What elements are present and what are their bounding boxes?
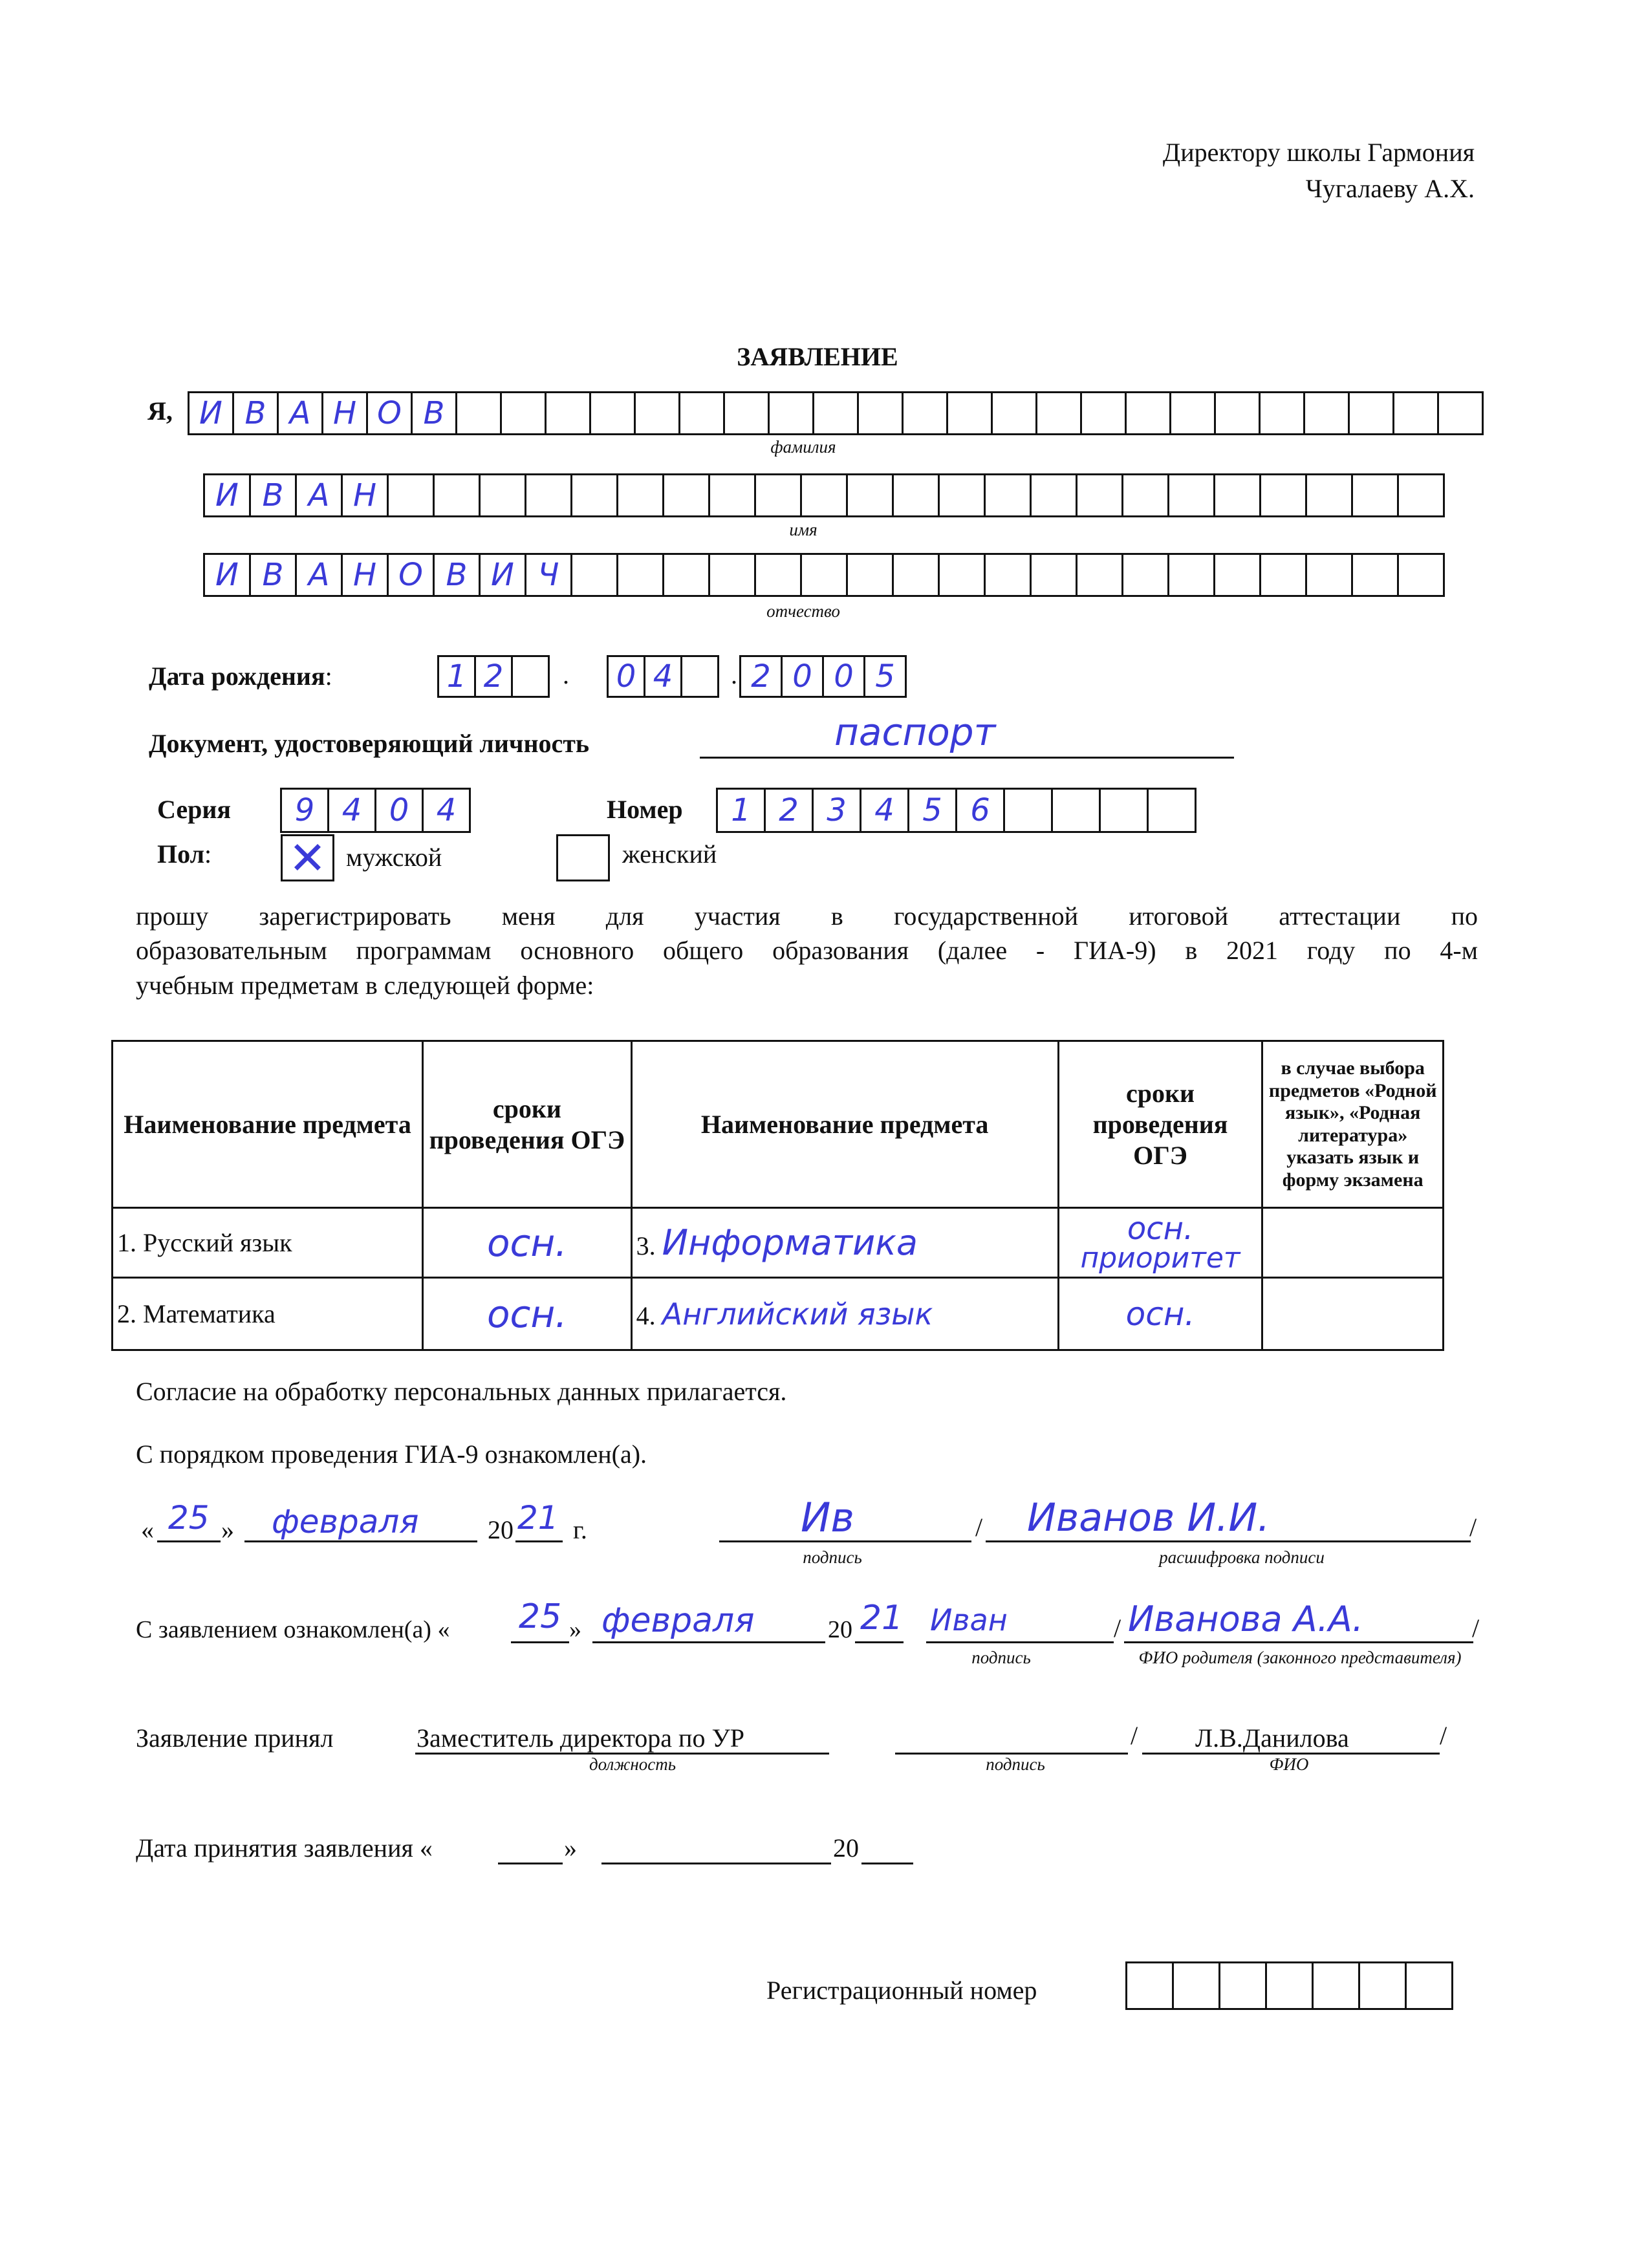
grid-cell[interactable] — [756, 553, 802, 597]
grid-cell[interactable] — [859, 391, 904, 435]
grid-cell[interactable] — [802, 473, 848, 517]
parent-end-slash: / — [1472, 1614, 1480, 1643]
grid-cell[interactable] — [1394, 391, 1439, 435]
header-terms-2: сроки проведения ОГЭ — [1058, 1041, 1262, 1208]
grid-cell[interactable]: 1 — [718, 788, 766, 833]
grid-cell[interactable]: 9 — [282, 788, 329, 833]
grid-cell[interactable] — [1032, 553, 1077, 597]
grid-cell[interactable] — [986, 473, 1032, 517]
grid-cell[interactable] — [1171, 391, 1216, 435]
grid-cell[interactable] — [1082, 391, 1127, 435]
grid-cell[interactable]: 2 — [476, 655, 513, 698]
birth-year-grid[interactable] — [739, 655, 907, 698]
grid-cell[interactable]: В — [435, 553, 481, 597]
accepted-name: Л.В.Данилова — [1195, 1723, 1349, 1753]
patronymic-grid[interactable] — [203, 553, 1445, 597]
grid-cell[interactable]: А — [279, 391, 323, 435]
grid-cell[interactable] — [1399, 473, 1445, 517]
grid-cell[interactable] — [502, 391, 547, 435]
date-1-month: февраля — [272, 1503, 419, 1540]
grid-cell[interactable] — [1123, 473, 1169, 517]
grid-cell[interactable] — [1123, 553, 1169, 597]
grid-cell[interactable] — [591, 391, 636, 435]
grid-cell[interactable] — [1053, 788, 1101, 833]
date-1-day: 25 — [168, 1499, 210, 1537]
grid-cell[interactable]: 4 — [424, 788, 471, 833]
consent-procedure: С порядком проведения ГИА-9 ознакомлен(а). — [136, 1440, 647, 1469]
grid-cell[interactable] — [526, 473, 572, 517]
grid-cell[interactable] — [481, 473, 526, 517]
grid-cell[interactable]: 0 — [609, 655, 645, 698]
signature-1-decode-caption: расшифровка подписи — [1159, 1548, 1325, 1567]
grid-cell[interactable] — [618, 553, 664, 597]
accepted-position-caption: должность — [589, 1755, 677, 1774]
patronymic-caption: отчество — [766, 601, 840, 621]
grid-cell[interactable] — [948, 391, 993, 435]
grid-cell[interactable] — [636, 391, 680, 435]
subject-3-name[interactable]: 3. Информатика — [631, 1208, 1058, 1278]
signature-1-end-slash: / — [1469, 1513, 1477, 1542]
date-1-quote-open: « — [141, 1515, 154, 1544]
grid-cell[interactable] — [1307, 473, 1353, 517]
grid-cell[interactable]: Н — [323, 391, 368, 435]
checkmark-icon: ✕ — [288, 831, 327, 885]
grid-cell[interactable] — [802, 553, 848, 597]
grid-cell[interactable] — [904, 391, 948, 435]
surname-caption: фамилия — [770, 437, 836, 457]
grid-cell[interactable]: 0 — [376, 788, 424, 833]
number-label: Номер — [607, 795, 683, 824]
subject-4-name[interactable]: 4. Английский язык — [631, 1278, 1058, 1350]
header-subject-2: Наименование предмета — [631, 1041, 1058, 1208]
grid-cell[interactable]: А — [297, 553, 343, 597]
grid-cell[interactable] — [940, 473, 986, 517]
grid-cell[interactable] — [618, 473, 664, 517]
grid-cell[interactable] — [1360, 1961, 1407, 2010]
birth-date-label: Дата рождения: — [149, 662, 332, 691]
grid-cell[interactable]: А — [297, 473, 343, 517]
grid-cell[interactable] — [389, 473, 435, 517]
grid-cell[interactable] — [1407, 1961, 1453, 2010]
grid-cell[interactable] — [894, 553, 940, 597]
grid-cell[interactable] — [1032, 473, 1077, 517]
grid-cell[interactable] — [1353, 473, 1399, 517]
grid-cell[interactable] — [664, 553, 710, 597]
grid-cell[interactable]: 4 — [645, 655, 682, 698]
grid-cell[interactable] — [1169, 473, 1215, 517]
addressee-line-1: Директору школы Гармония — [1162, 138, 1475, 167]
table-row — [113, 1208, 1444, 1278]
grid-cell[interactable] — [1305, 391, 1350, 435]
birth-dot-1: . — [563, 660, 569, 689]
parent-name: Иванова А.А. — [1128, 1599, 1363, 1639]
grid-cell[interactable] — [1261, 473, 1307, 517]
grid-cell[interactable] — [572, 553, 618, 597]
grid-cell[interactable] — [664, 473, 710, 517]
grid-cell[interactable]: Ч — [526, 553, 572, 597]
grid-cell[interactable] — [1353, 553, 1399, 597]
grid-cell[interactable]: 6 — [957, 788, 1005, 833]
accept-date-year-prefix: 20 — [833, 1833, 859, 1863]
parent-month: февраля — [601, 1601, 755, 1640]
registration-number-grid[interactable] — [1125, 1961, 1453, 2010]
grid-cell[interactable] — [435, 473, 481, 517]
grid-cell[interactable]: О — [368, 391, 413, 435]
grid-cell[interactable] — [1149, 788, 1196, 833]
grid-cell[interactable] — [680, 391, 725, 435]
grid-cell[interactable] — [1350, 391, 1394, 435]
subject-4-note[interactable] — [1262, 1278, 1444, 1350]
grid-cell[interactable] — [986, 553, 1032, 597]
first-name-caption: имя — [789, 520, 817, 539]
header-native-language-note: в случае выбора предметов «Родной язык», «Родная литература» указать язык и форму экзамена — [1262, 1041, 1444, 1208]
grid-cell[interactable]: 0 — [783, 655, 824, 698]
grid-cell[interactable]: 3 — [814, 788, 861, 833]
grid-cell[interactable] — [1215, 473, 1261, 517]
grid-cell[interactable] — [1216, 391, 1261, 435]
birth-dot-2: . — [731, 660, 737, 689]
addressee-line-2: Чугалаеву А.Х. — [1305, 174, 1475, 203]
header-terms-1: сроки проведения ОГЭ — [423, 1041, 632, 1208]
surname-grid[interactable] — [188, 391, 1484, 435]
signature-1-caption: подпись — [803, 1548, 862, 1567]
accepted-signature-caption: подпись — [986, 1755, 1045, 1774]
grid-cell[interactable] — [710, 473, 756, 517]
series-label: Серия — [157, 795, 232, 824]
grid-cell[interactable] — [1127, 391, 1171, 435]
identity-document-label: Документ, удостоверяющий личность — [149, 729, 590, 758]
parent-signature-caption: подпись — [971, 1648, 1031, 1667]
consent-personal-data: Согласие на обработку персональных данных прилагается. — [136, 1377, 787, 1406]
grid-cell[interactable] — [770, 391, 814, 435]
accepted-end-slash: / — [1440, 1721, 1447, 1750]
grid-cell[interactable] — [1077, 553, 1123, 597]
grid-cell[interactable] — [894, 473, 940, 517]
table-row — [113, 1278, 1444, 1350]
grid-cell[interactable] — [1267, 1961, 1314, 2010]
subjects-table — [111, 1040, 1444, 1351]
subject-4-term[interactable]: осн. — [1058, 1278, 1262, 1350]
grid-cell[interactable] — [993, 391, 1037, 435]
grid-cell[interactable] — [1077, 473, 1123, 517]
first-name-grid[interactable] — [203, 473, 1445, 517]
grid-cell[interactable]: 5 — [865, 655, 907, 698]
parent-day: 25 — [519, 1597, 562, 1636]
parent-year-prefix: 20 — [828, 1616, 852, 1643]
grid-cell[interactable]: 5 — [909, 788, 957, 833]
grid-cell[interactable] — [1037, 391, 1082, 435]
grid-cell[interactable] — [814, 391, 859, 435]
grid-cell[interactable] — [1399, 553, 1445, 597]
grid-cell[interactable]: 0 — [824, 655, 865, 698]
grid-cell[interactable]: В — [234, 391, 279, 435]
signature-1-decode: Иванов И.И. — [1027, 1495, 1270, 1540]
name-prefix: Я, — [147, 396, 173, 426]
grid-cell[interactable] — [848, 473, 894, 517]
accept-date-year-field[interactable] — [861, 1830, 913, 1864]
grid-cell[interactable]: И — [205, 473, 251, 517]
parent-signature: Иван — [930, 1603, 1008, 1637]
grid-cell[interactable]: 2 — [766, 788, 814, 833]
grid-cell[interactable] — [710, 553, 756, 597]
grid-cell[interactable]: И — [205, 553, 251, 597]
grid-cell[interactable] — [1215, 553, 1261, 597]
grid-cell[interactable] — [848, 553, 894, 597]
accept-date-month-field[interactable] — [601, 1830, 831, 1864]
gender-female-label: женский — [622, 839, 717, 869]
grid-cell[interactable]: Н — [343, 553, 389, 597]
request-text-line-3: учебным предметам в следующей форме: — [136, 971, 594, 1000]
subject-2-term[interactable]: осн. — [423, 1278, 632, 1350]
grid-cell[interactable]: И — [189, 391, 234, 435]
gender-male-label: мужской — [346, 843, 442, 872]
identity-document-value: паспорт — [834, 710, 996, 754]
accept-date-quote-close: » — [564, 1833, 577, 1863]
gender-male-checkbox[interactable] — [281, 831, 334, 885]
header-subject-1: Наименование предмета — [113, 1041, 423, 1208]
accepted-by-label: Заявление принял — [136, 1723, 334, 1753]
date-1-quote-close: » — [221, 1515, 234, 1544]
parent-quote-close: » — [569, 1616, 581, 1643]
birth-day-grid[interactable] — [437, 655, 550, 698]
grid-cell[interactable] — [1314, 1961, 1360, 2010]
subject-3-term[interactable]: осн. приоритет — [1058, 1208, 1262, 1278]
grid-cell[interactable] — [1169, 553, 1215, 597]
grid-cell[interactable] — [940, 553, 986, 597]
subject-1-name: 1. Русский язык — [113, 1208, 423, 1278]
gender-label: Пол: — [157, 839, 212, 869]
grid-cell[interactable] — [1174, 1961, 1220, 2010]
subject-2-name: 2. Математика — [113, 1278, 423, 1350]
accepted-position: Заместитель директора по УР — [417, 1723, 745, 1753]
grid-cell[interactable]: О — [389, 553, 435, 597]
grid-cell[interactable] — [725, 391, 770, 435]
grid-cell[interactable] — [1439, 391, 1484, 435]
signature-1: Ив — [801, 1494, 854, 1541]
grid-cell[interactable] — [1261, 391, 1305, 435]
birth-month-grid[interactable] — [607, 655, 719, 698]
grid-cell[interactable]: Н — [343, 473, 389, 517]
document-title: ЗАЯВЛЕНИЕ — [737, 342, 898, 371]
grid-cell[interactable] — [457, 391, 502, 435]
date-1-year-prefix: 20 — [488, 1515, 514, 1544]
grid-cell[interactable]: В — [413, 391, 457, 435]
grid-cell[interactable] — [547, 391, 591, 435]
grid-cell[interactable]: В — [251, 473, 297, 517]
grid-cell[interactable] — [1005, 788, 1053, 833]
parent-ack-label: С заявлением ознакомлен(а) « — [136, 1616, 450, 1643]
grid-cell[interactable]: 1 — [439, 655, 476, 698]
registration-number-label: Регистрационный номер — [766, 1976, 1037, 2005]
parent-slash: / — [1114, 1614, 1121, 1643]
date-1-year-suffix: 21 — [517, 1499, 559, 1537]
subject-1-term[interactable]: осн. — [423, 1208, 632, 1278]
number-grid[interactable] — [716, 788, 1196, 833]
accepted-slash: / — [1131, 1721, 1138, 1750]
accept-date-day-field[interactable] — [498, 1830, 563, 1864]
grid-cell[interactable] — [1220, 1961, 1267, 2010]
grid-cell[interactable] — [756, 473, 802, 517]
signature-1-slash: / — [975, 1513, 983, 1542]
grid-cell[interactable]: 4 — [861, 788, 909, 833]
parent-name-caption: ФИО родителя (законного представителя) — [1138, 1648, 1462, 1667]
grid-cell[interactable] — [1261, 553, 1307, 597]
request-text-line-1: прошу зарегистрировать меня для участия в государственной итоговой аттестации по — [136, 902, 1478, 931]
grid-cell[interactable]: 4 — [329, 788, 376, 833]
grid-cell[interactable] — [513, 655, 550, 698]
grid-cell[interactable]: 2 — [741, 655, 783, 698]
grid-cell[interactable] — [1127, 1961, 1174, 2010]
series-grid[interactable] — [280, 788, 471, 833]
grid-cell[interactable]: В — [251, 553, 297, 597]
gender-female-checkbox[interactable] — [556, 834, 610, 881]
table-header-row — [113, 1041, 1444, 1208]
parent-year-suffix: 21 — [860, 1599, 904, 1637]
accepted-signature-field[interactable] — [895, 1720, 1128, 1755]
grid-cell[interactable] — [1101, 788, 1149, 833]
grid-cell[interactable] — [572, 473, 618, 517]
grid-cell[interactable] — [682, 655, 719, 698]
accept-date-label: Дата принятия заявления « — [136, 1833, 433, 1863]
date-1-year-g: г. — [573, 1515, 587, 1544]
accepted-name-caption: ФИО — [1269, 1755, 1309, 1774]
grid-cell[interactable] — [1307, 553, 1353, 597]
request-text-line-2: образовательным программам основного общего образования (далее - ГИА-9) в 2021 году по 4-м — [136, 936, 1478, 965]
subject-3-note[interactable] — [1262, 1208, 1444, 1278]
grid-cell[interactable]: И — [481, 553, 526, 597]
